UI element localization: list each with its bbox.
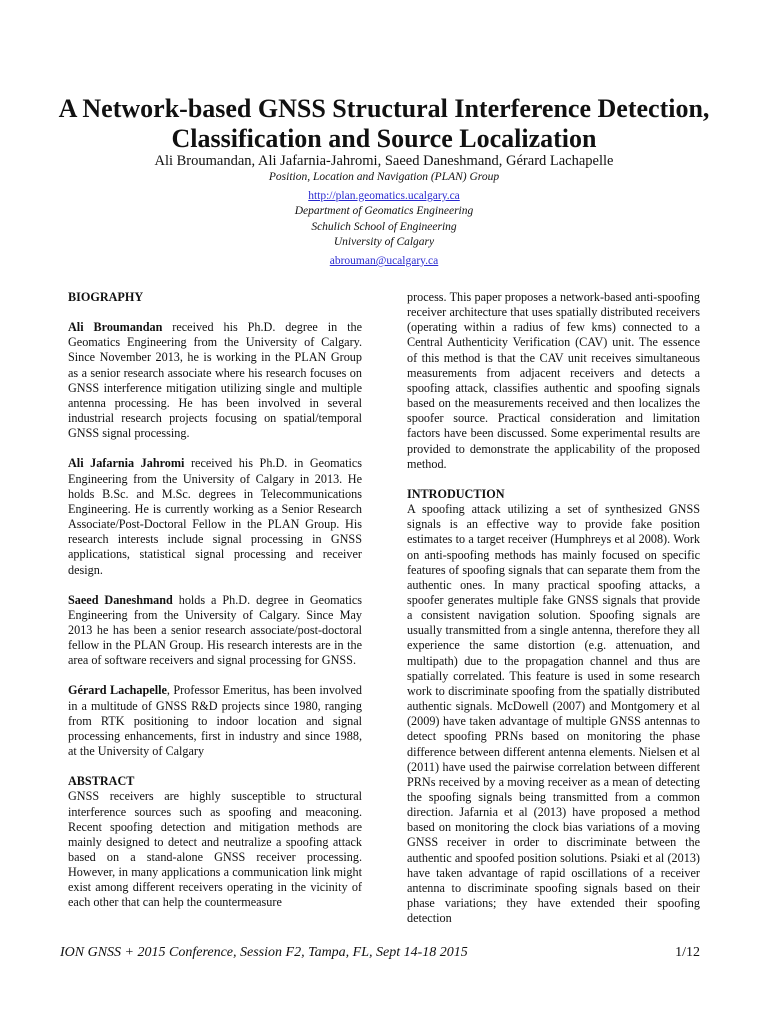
bio-name: Saeed Daneshmand [68,592,173,607]
bio-entry [68,683,362,759]
page-number: 1/12 [675,945,700,960]
title-line-1: A Network-based GNSS Structural Interference Detection, [58,94,710,123]
left-column [68,290,362,911]
affiliation-university: University of Calgary [333,236,435,249]
biography-heading: BIOGRAPHY [68,290,144,304]
title-line-2: Classification and Source Localization [171,124,597,153]
affiliation-department: Department of Geomatics Engineering [294,205,474,218]
abstract-heading: ABSTRACT [68,774,135,789]
bio-name: Gérard Lachapelle [68,683,167,698]
bio-entry [68,456,362,577]
abstract-text-part-1: GNSS receivers are highly susceptible to structural interference sources such as spoofing and meaconing. Recent spoofing detection and mitigation methods are mainly designed to detect and neutralize a spoofing attack based on a stand-alone GNSS receiver processing. However, in many applications a communication link might exist among different receivers operating in the vicinity of each other that can help the countermeasure [68,789,362,910]
author-email-link[interactable]: abrouman@ucalgary.ca [329,254,439,267]
introduction-heading: INTRODUCTION [407,486,505,501]
affiliation-group: Position, Location and Navigation (PLAN) Group [268,171,500,183]
bio-entry [68,320,362,441]
bio-text: received his Ph.D. degree in the Geomatics Engineering from the University of Calgary. Since November 2013, he is working in the PLAN Group as a senior research associate where his research focuses on GNSS interference mitigation utilizing single and multiple antenna processing. He has been involved in several industrial research projects focusing on spatial/temporal GNSS signal processing. [68,320,362,441]
author-list: Ali Broumandan, Ali Jafarnia-Jahromi, Saeed Daneshmand, Gérard Lachapelle [154,153,614,169]
conference-info: ION GNSS + 2015 Conference, Session F2, Tampa, FL, Sept 14-18 2015 [60,945,468,960]
page-footer [60,944,700,962]
bio-text: , Professor Emeritus, has been involved in a multitude of GNSS R&D projects since 1980, ranging from RTK positioning to indoor location and signal processing enhancements, first in industry and since 1988, at the University of Calgary [68,683,362,759]
abstract-text-part-2: process. This paper proposes a network-based anti-spoofing receiver architecture that uses spatially distributed receivers (operating within a radius of few kms) connected to a Central Authenticity Verification (CAV) unit. The essence of this method is that the CAV unit receives simultaneous measurements from adjacent receivers and detects a spoofing attack, classifies authentic and spoofing signals based on the measurements received and then localizes the spoofer source. Practical consideration and limitation factors have been discussed. Some experimental results are provided to demonstrate the applicability of the proposed method. [407,290,700,471]
bio-name: Ali Broumandan [68,320,163,335]
author-block [40,152,728,270]
group-url-link[interactable]: http://plan.geomatics.ucalgary.ca [308,189,460,202]
introduction-text: A spoofing attack utilizing a set of synthesized GNSS signals is an effective way to provide fake position estimates to a target receiver (Humphreys et al 2008). Work on anti-spoofing methods has mainly focused on specific features of spoofing signals that can separate them from the authentic ones. In many practical spoofing attacks, a spoofer generates multiple fake GNSS signals that provide a consistent navigation solution. Spoofing signals are usually transmitted from a single antenna, therefore they all experience the same distortion (e.g. attenuation, and multipath) due to the propagation channel and thus are spatially correlated. This feature is used in some research work to discriminate spoofing from the spatially distributed authentic signals. McDowell (2007) and Montgomery et al (2009) have taken advantage of multiple GNSS antennas to detect spoofing PRNs based on monitoring the phase difference between different antenna elements. Nielsen et al (2011) have used the pairwise correlation between different PRNs received by a moving receiver as a mean of detecting the spoofing signals being transmitted from a common direction. Jafarnia et al (2013) have proposed a method based on monitoring the clock bias variations of a moving GNSS receiver in order to discriminate between the authentic and spoofed position solutions. Psiaki et al (2013) have taken advantage of rapid oscillations of a receiver antenna to discriminate spoofing signals based on their phase variations; they have extended their spoofing detection [407,502,700,926]
paper-title [40,94,728,154]
affiliation-school: Schulich School of Engineering [311,220,457,233]
bio-entry [68,593,362,669]
bio-name: Ali Jafarnia Jahromi [68,456,185,471]
right-column [407,290,700,926]
bio-text: received his Ph.D. in Geomatics Engineering from the University of Calgary in 2013. He holds B.Sc. and M.Sc. degrees in Telecommunications Engineering. He is currently working as a Senior Research Associate/Post-Doctoral Fellow in the PLAN Group. His research interests include signal processing in GNSS applications, statistical signal processing and receiver design. [68,456,363,577]
bio-text: holds a Ph.D. degree in Geomatics Engineering from the University of Calgary. Since May 2013 he has been a senior research associate/post-doctoral fellow in the PLAN Group. His research interests are in the area of software receivers and signal processing for GNSS. [68,592,362,668]
